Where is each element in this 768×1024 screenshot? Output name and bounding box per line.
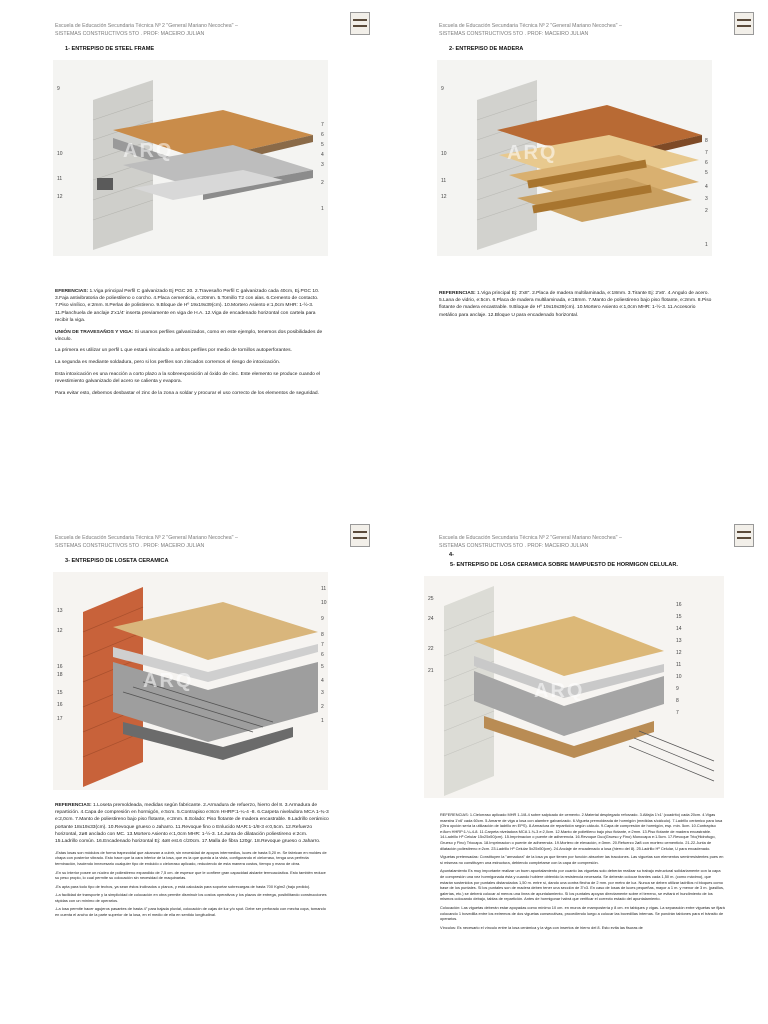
- page-ceramic-slab: [0, 512, 384, 1024]
- svg-text:6: 6: [321, 652, 324, 658]
- svg-text:4: 4: [705, 184, 708, 190]
- svg-text:16: 16: [57, 664, 63, 670]
- svg-text:1: 1: [705, 242, 708, 248]
- svg-text:9: 9: [321, 616, 324, 622]
- course-name: SISTEMAS CONSTRUCTIVOS 5TO . PROF: MACEIRO JULIAN: [55, 543, 205, 549]
- svg-text:24: 24: [428, 616, 434, 622]
- svg-text:7: 7: [705, 150, 708, 156]
- section-title: 3- ENTREPISO DE LOSETA CERAMICA: [65, 558, 169, 564]
- cellular-concrete-illustration: [424, 576, 724, 798]
- svg-text:2: 2: [321, 180, 324, 186]
- svg-text:8: 8: [321, 632, 324, 638]
- svg-text:8: 8: [676, 698, 679, 704]
- svg-text:16: 16: [57, 702, 63, 708]
- paragraph: Para evitar esto, debemos desbastar el zinc de la zona a soldar y procurar el uso correcto de los elementos de seguridad.: [55, 390, 319, 396]
- paragraph: La segunda es mediante soldadura, pero si los perfiles son zincados corremos el riesgo de intoxicación.: [55, 360, 281, 366]
- svg-text:22: 22: [428, 646, 434, 652]
- paragraph: -Es apta para todo tipo de techos, ya sean éstos inclinados o planos, y está calculada para soportar sobrecargas de hasta 700 Kg/m2 (bajo pedido).: [55, 883, 311, 889]
- svg-text:10: 10: [321, 600, 327, 606]
- refs-label: EFERENCIAS:: [55, 289, 89, 294]
- svg-text:9: 9: [676, 686, 679, 692]
- school-name: Escuela de Educación Secundaria Técnica Nº 2 "General Mariano Necochea" –: [55, 23, 238, 29]
- paragraph: -La facilidad de transporte y la simplicidad de colocación en obra permite disminuir los costos operativos y los plazos de entrega, posibilitando construcciones rápidas con un mínimo de operarios.: [55, 892, 327, 903]
- refs-text: 1.Viga principal Ej: 3'x8". 2.Placa de madera multilaminada, e:18mm. 3.Tirante Ej: 2'x6'. 4.Angulo de acero. 5.Lana de vidrio, e:5cm. 6.Placa de madera multilaminada, e:18mm. 7.Manto de poliestireno bajo piso flotante, e:2mm. 8.Piso flotante de madera encastrable. 9.Bloque de Hº 19x19x39(cm). 10.Mortero Asiento e:1,0cm MHR: 1-½-3. 11.Accesorio metálico para anclaje. 12.Bloque U para encadenado horizontal.: [439, 291, 712, 318]
- paragraph: -Estas losas son módulos de forma trapezoidal que alcanzan a cubrir, sin necesidad de apoyos intermedios, luces de hasta 5,20 m. Se fabrican en moldes de chapa con posterior vibrado. Esto hace que la cara inferior de la losa, que es la que queda a la vista, configurando el cielorraso, tenga una perfecta terminación, haciendo innecesario cualquier tipo de enduido o cielorraso aplicado, reduciendo de esta manera costos, tiempo y mano de obra.: [55, 849, 327, 866]
- svg-text:10: 10: [441, 151, 447, 157]
- svg-text:10: 10: [676, 674, 682, 680]
- svg-text:12: 12: [57, 628, 63, 634]
- school-name: Escuela de Educación Secundaria Técnica Nº 2 "General Mariano Necochea" –: [439, 535, 622, 541]
- course-name: SISTEMAS CONSTRUCTIVOS 5TO . PROF: MACEIRO JULIAN: [55, 31, 205, 37]
- school-name: Escuela de Educación Secundaria Técnica Nº 2 "General Mariano Necochea" –: [55, 535, 238, 541]
- steel-frame-illustration: [53, 60, 328, 256]
- watermark: ARQ: [507, 142, 558, 164]
- watermark: ARQ: [123, 140, 174, 162]
- svg-text:4: 4: [321, 678, 324, 684]
- school-logo: [734, 12, 754, 35]
- page-header: [55, 22, 238, 38]
- svg-text:17: 17: [57, 716, 63, 722]
- svg-text:14: 14: [676, 626, 682, 632]
- paragraph: Viguetas pretensadas: Constituyen la "armadura" de la losa ya que tienen por función absorber las tracciones. Las viguetas son elementos semirresistentes pues en sí mismas no constituyen una estructura, debiendo completarse con la capa de compresión.: [440, 854, 724, 865]
- svg-text:15: 15: [57, 690, 63, 696]
- svg-text:6: 6: [321, 132, 324, 138]
- svg-text:10: 10: [57, 151, 63, 157]
- svg-text:18: 18: [57, 672, 63, 678]
- svg-text:1: 1: [321, 718, 324, 724]
- svg-text:16: 16: [676, 602, 682, 608]
- svg-text:11: 11: [57, 176, 63, 182]
- svg-text:2: 2: [321, 704, 324, 710]
- page-header: [439, 534, 622, 550]
- svg-text:21: 21: [428, 668, 434, 674]
- svg-text:9: 9: [441, 86, 444, 92]
- svg-text:13: 13: [676, 638, 682, 644]
- svg-text:12: 12: [676, 650, 682, 656]
- paragraph: La primera es utilizar un perfil L que estará vinculado a ambos perfiles por medio de tornillos autoperforantes.: [55, 348, 292, 354]
- svg-text:11: 11: [321, 586, 327, 592]
- wood-floor-illustration: [437, 60, 712, 256]
- section-title: 1- ENTREPISO DE STEEL FRAME: [65, 46, 155, 52]
- ceramic-slab-illustration: [53, 572, 328, 790]
- page-wood: [384, 0, 768, 512]
- svg-text:7: 7: [321, 122, 324, 128]
- page-steel-frame: [0, 0, 384, 512]
- svg-text:9: 9: [57, 86, 60, 92]
- union-text: Si usamos perfiles galvanizados, como en este ejemplo, tenemos dos posibilidades de vínculo.: [55, 329, 323, 342]
- section-body: [55, 288, 330, 401]
- page-header: [439, 22, 622, 38]
- paragraph: Colocación: Las viguetas deberán estar apoyadas como mínimo 10 cm. en muros de mampostería y 8 cm. en tabiques y vigas. La separación entre viguetas se fijará colocando 1 bovedilla entre los extremos de dos viguetas consecutivas, procediendo luego a colocar las bovedillas internas. Se pondrán tablones para el tránsito de operarios.: [440, 904, 725, 922]
- watermark: ARQ: [143, 670, 194, 692]
- refs-text: 1.Loseta premoldeada, medidas según fabricante. 2.Armadura de refuerzo, hierro del 8. 3.Armadura de repartición. 4.Capa de compresión en hormigón, e:5cm. 5.Contrapiso e:8cm HHRP:1-¼-4 -8. 6.Carpeta niveladora MCA 1-¾-3 e:2,0cm. 7.Manto de poliestireno bajo piso flotante, e:2mm. 8.Solado: Piso flotante de madera encastrable. 9.Ladrillo cerámico portante 18x19x33(cm). 10.Revoque grueso o Jaharro. 11.Revoque fino o Enlucido MAR:1-1/8-3 e:0,5cm. 12.Refuerzo horizontal, 2ø8 anclado con MC. 13.Mortero Asiento e:1,0cm MHR: 1-½-3. 14.Junta de dilatación poliestireno e:2cm. 15.Ladrillo común. 16.Encadenado horizontal Ej: 4ø8 est.6 c/20cm. 17.Malla de fibra 120gr. 18.Revoque grueso o Jaharro.: [55, 803, 329, 845]
- course-name: SISTEMAS CONSTRUCTIVOS 5TO . PROF: MACEIRO JULIAN: [439, 543, 589, 549]
- svg-text:5: 5: [321, 664, 324, 670]
- svg-text:7: 7: [321, 642, 324, 648]
- school-logo: [350, 12, 370, 35]
- svg-text:15: 15: [676, 614, 682, 620]
- svg-text:2: 2: [705, 208, 708, 214]
- svg-text:11: 11: [441, 178, 447, 184]
- svg-text:3: 3: [321, 690, 324, 696]
- svg-text:4: 4: [321, 152, 324, 158]
- section-title: 5- ENTREPISO DE LOSA CERAMICA SOBRE MAMPUESTO DE HORMIGON CELULAR.: [450, 562, 678, 568]
- section-body: [439, 290, 714, 323]
- paragraph: -La losa permite hacer agujeros pasantes de hasta 4" para bajada pluvial, colocación de cajas de luz y/o spot. Debe ser perforado con mecha copa, tomando en cuenta el ancho de la parte superior de la losa, en el medio de ella en sentido longitudinal.: [55, 906, 326, 918]
- watermark: ARQ: [534, 680, 585, 702]
- section-body: [55, 802, 330, 921]
- section-title-pre: 4-: [449, 552, 454, 558]
- svg-text:12: 12: [57, 194, 63, 200]
- svg-text:1: 1: [321, 206, 324, 212]
- paragraph: Esta intoxicación es una reacción a corto plazo a la sobreexposición al óxido de cinc. Este elemento se produce cuando el revestimiento galvanizado del acero se calienta y evapora.: [55, 371, 321, 385]
- page-cellular-concrete: [384, 512, 768, 1024]
- refs-label: REFERENCIAS:: [55, 803, 92, 808]
- svg-text:3: 3: [321, 162, 324, 168]
- refs-text: 1.Cielorraso aplicado MHR 1-1/8-4 sobre salpicado de cemento. 2.Material desplegado reforzado. 3.Alfajía 1'x1' (cuadrito) cada 20cm. 4.Vigas maestra 1'x6' cada 60cm. 5.Amarre de viga a losa con alambre galvanizado. 6.Vigueta premoldeada de hormigón (medidas s/cálculo). 7.Ladrillo cerámico para losa (Otra opción sería la utilización de ladrillo en EPS). 8.Armadura de repartición según cálculo. 9.Capa de compresión de hormigón, esp. mín. 5cm. 10.Contrapiso e:8cm HHRP:1-¼-4-8. 11.Carpeta niveladora MCA 1-¾-3 e:2,0cm. 12.Manto de polietileno bajo piso flotante, e:2mm. 13.Piso flotante de madera encastrable. 14.Ladrillo Hº Celular 15x25x50(cm). 15.Imprimacion o puente de adherencia. 16.Revoque Duo(Grueso y Fino) Monocapa e:1.5cm. 17.Revoque Trio(Hidrofugo, Grueso y Fino) Triocapa. 18.Imprimacion o puente de adherencia. 19.Mortero de elevación, e:3mm. 20.Refuerzo 2ø8 con mortero cementicio. 21-22.Junta de dilatación poliestireno e:2cm. 23.Ladrillo Hº Celular 5x25x50(cm). 24.Anclaje de encadenado a losa (hierro del 8). 25.Ladrillo Hº Celular, U para encadenado.: [440, 812, 723, 851]
- paragraph: Apuntalamiento Es muy importante realizar un buen apuntalamiento por cuanto las viguetas solo deberán realizar su trabajo estructural solidariamente con la capa de compresión una vez hormigonada ésta y cuando hubiere obtenido la resistencia necesaria. Se deberán colocar tirantes cada 1,50 m. (como máximo), que estarán sostenidos por puntales distanciados 1,50 m. entre sí, dando una contra flecha de 2 mm. por metro de luz. Nunca se deben utilizar ladrillos ni bloques como base de los puntales. Si los puntales son de madera deben tener una sección de 3"x3. En caso de losas de luces pequeñas, mayor a 1 m. y menor de 3 m. (pasillos, galerías, etc.) se deberá colocar al menos una línea de apuntalamiento. Si los puntales apoyan directamente sobre el terreno, se evitará el hundimiento de los mismos colocando debajo, tablas de repartición. Antes de hormigonar habrá que verificar el correcto estado del apuntalamiento.: [440, 868, 725, 902]
- svg-text:6: 6: [705, 160, 708, 166]
- refs-label: REFERENCIAS:: [440, 812, 469, 817]
- svg-text:5: 5: [705, 170, 708, 176]
- svg-text:8: 8: [705, 138, 708, 144]
- school-name: Escuela de Educación Secundaria Técnica Nº 2 "General Mariano Necochea" –: [439, 23, 622, 29]
- course-name: SISTEMAS CONSTRUCTIVOS 5TO . PROF: MACEIRO JULIAN: [439, 31, 589, 37]
- svg-text:12: 12: [441, 194, 447, 200]
- union-title: UNIÓN DE TRAVESAÑOS Y VIGA:: [55, 329, 134, 335]
- refs-label: REFERENCIAS:: [439, 291, 476, 296]
- svg-text:13: 13: [57, 608, 63, 614]
- school-logo: [350, 524, 370, 547]
- svg-text:11: 11: [676, 662, 682, 668]
- svg-text:3: 3: [705, 196, 708, 202]
- section-title: 2- ENTREPISO DE MADERA: [449, 46, 524, 52]
- paragraph: Vínculos: Es necesario el vínculo entre la losa cerámica y la viga con insertos de hierro del 8. Esto evita las fisuras de: [440, 924, 643, 930]
- svg-text:25: 25: [428, 596, 434, 602]
- paragraph: -En su interior posee un núcleo de poliestireno expandido de 7,5 cm. de espesor que le confiere gran capacidad aislante termoacústica. Esto también reduce su peso propio, lo cual permite su colocación sin necesidad de maquinarias.: [55, 869, 326, 881]
- page-header: [55, 534, 238, 550]
- section-body: [440, 812, 725, 933]
- svg-text:7: 7: [676, 710, 679, 716]
- refs-text: 1.Viga principal Perfil C galvanizado Ej PGC 20. 2.Travesaño Perfil C galvanizado cada 40cm, Ej.PGC 10. 3.Faja antivibratoria de poliestileno o corcho. 4.Placa cementicia, e:20mm. 5.Tornillo T2 con alas. 6.Cemento de contacto. 7.Piso vinílico, e:2mm. 8.Perlas de polistireno. 9.Bloque de Hº 19x19x39(cm). 10.Mortero Asiento e:1,0cm MHR: 1-½-3. 11.Planchuela de anclaje 2'x1/4' inserta previamente en viga de H.A. 12.Viga de encadenado horizontal con cartela para recibir la viga.: [55, 289, 320, 323]
- school-logo: [734, 524, 754, 547]
- svg-text:5: 5: [321, 142, 324, 148]
